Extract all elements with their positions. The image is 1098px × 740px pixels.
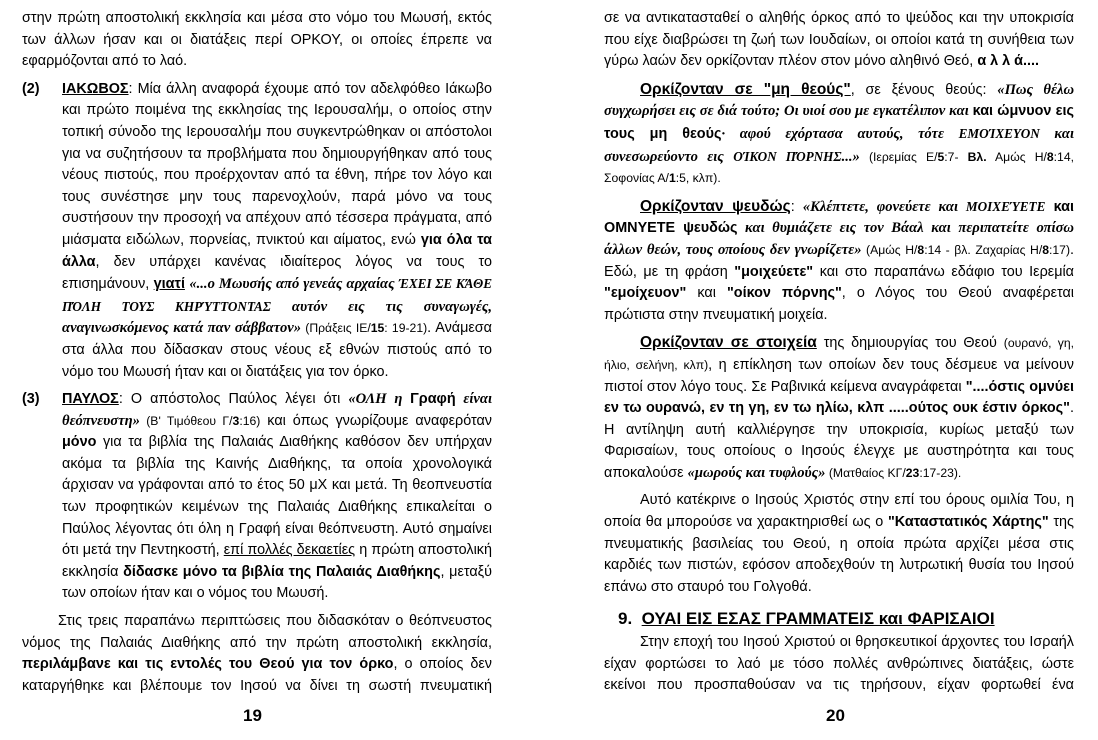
paragraph-elements: Ορκίζονταν σε στοιχεία της δημιουργίας του Θεού (ουρανό, γη, ήλιο, σελήνη, κλπ), η επίκληση των οποίων δεν τους δέσμευε να μείνουν πιστοί στον λόγο τους. Σε Ραβινικά κείμενα αναγράφεται "....όστις ομνύει εν τω ουρανώ, εν τη γη, εν τω ηλίω, κλπ .....ούτος ουκ έστιν όρκος". Η αντίληψη αυτή καλλιέργησε την υποκρισία, κυρίως μεταξύ των Φαρισαίων, τους οποίους ο Ιησούς έλεγχε με αυστηρότητα και τους αποκαλούσε «μωρούς και τυφλούς» (Ματθαίος ΚΓ/23:17-23). xyxy=(604,334,1074,481)
quote: «...ο Μωυσής από γενεάς αρχαίας xyxy=(189,276,399,293)
paragraph-conclusion: Στις τρεις παραπάνω περιπτώσεις που διδασκόταν ο θεόπνευστος νόμος της Παλαιάς Διαθήκης από την πρώτη αποστολική εκκλησία, περιλάμβανε και τις εντολές του Θεού για τον όρκο, ο οποίος δεν καταργήθηκε και βλέπουμε τον Ιησού να δίνει τη σωστή πνευματική xyxy=(22,613,492,694)
right-page xyxy=(604,8,1074,698)
page-number-right: 20 xyxy=(826,706,845,725)
paragraph-charter: Αυτό κατέκρινε ο Ιησούς Χριστός στην επί του όρους ομιλία Του, η οποία θα μπορούσε να χαρακτηρισθεί ως ο "Καταστατικός Χάρτης" της πνευματικής βασιλείας του Θεού, η οποία πρώτα αρχίζει μέσα στις καρδιές των πιστών, εφόσον αποδεχθούν τη λυτρωτική θυσία του Ιησού επάνω στο σταυρό του Γολγοθά. xyxy=(604,492,1074,595)
reference: (Πράξεις ΙΕ/ xyxy=(301,321,371,336)
paragraph-section-9: Στην εποχή του Ιησού Χριστού οι θρησκευτικοί άρχοντες του Ισραήλ είχαν φορτώσει το λαό με τόσο πολλές ανθρώπινες διατάξεις, ώστε εκείνοι που προσπαθούσαν να τις τηρήσουν, είχαν φορτωθεί ένα xyxy=(604,634,1074,694)
paragraph-continuation: σε να αντικατασταθεί ο αληθής όρκος από το ψεύδος και την υποκρισία που είχε διαβρώσει τη ζωή των Ιουδαίων, οι οποίοι κατά τη συνήθεια των γύρω λαών δεν ορκίζονταν πλέον στον μόνο αληθινό Θεό, α λ λ ά.... xyxy=(604,10,1074,70)
paragraph-false-oaths: Ορκίζονταν ψευδώς: «Κλέπτετε, φονεύετε και ΜΟΙΧΕΎΕΤΕ και ΟΜΝΥΕΤΕ ψευδώς και θυμιάζετε εις τον Βάαλ και περιπατείτε οπίσω άλλων θεών, τους οποίους δεν γνωρίζετε» (Αμώς Η/8:14 - βλ. Ζαχαρίας Η/8:17). Εδώ, με τη φράση "μοιχεύετε" και στο παραπάνω εδάφιο του Ιερεμία "εμοίχευον" και "οίκον πόρνης", ο Λόγος του Θεού αναφέρεται πρώτιστα στην πνευματική μοιχεία. xyxy=(604,197,1074,323)
subheading: Ορκίζονταν ψευδώς xyxy=(640,197,791,215)
quote: «Κλέπτετε, φονεύετε και xyxy=(802,198,966,215)
paragraph-intro: στην πρώτη αποστολική εκκλησία και μέσα στο νόμο του Μωυσή, εκτός των άλλων ήσαν και οι διατάξεις περί ΟΡΚΟΥ, οι οποίες έπρεπε να εφαρμόζονται από το λαό. xyxy=(22,10,492,70)
subheading: Ορκίζονταν σε στοιχεία xyxy=(640,334,817,352)
section-heading: ΠΑΥΛΟΣ xyxy=(62,391,119,408)
quote: «ΟΛΗ η xyxy=(348,391,411,408)
quote: «Πως θέλω συγχωρήσει εις σε διά τούτο; Οι υιοί σου με εγκατέλιπον και xyxy=(604,81,1074,120)
subheading: Ορκίζονταν σε "μη θεούς" xyxy=(640,80,851,98)
quote: «μωρούς και τυφλούς» xyxy=(687,464,826,481)
quote-caps: ΈΧΕΙ ΣΕ ΚΆΘΕ ΠΌΛΗ ΤΟΥΣ ΚΗΡΎΤΤΟΝΤΑΣ xyxy=(62,276,492,314)
left-page xyxy=(22,8,492,698)
section-9-heading xyxy=(604,608,1074,630)
section-title: ΟΥΑΙ ΕΙΣ ΕΣΑΣ ΓΡΑΜΜΑΤΕΙΣ και ΦΑΡΙΣΑΙΟΙ xyxy=(641,609,995,629)
page-number-left: 19 xyxy=(243,706,262,725)
reference: (Ματθαίος ΚΓ/ xyxy=(825,465,906,480)
section-heading: ΙΑΚΩΒΟΣ xyxy=(62,80,129,97)
reference: (Β' Τιμόθεου Γ/ xyxy=(139,413,233,428)
section-number: (2) xyxy=(22,80,40,97)
section-iakovos: (2) ΙΑΚΩΒΟΣ: Μία άλλη αναφορά έχουμε από τον αδελφόθεο Ιάκωβο και πρώτο ποιμένα της εκκλησίας της Ιερουσαλήμ, ο οποίος στην τοπική σύνοδο της Ιερουσαλήμ που συγκεντρώθηκαν οι απόστολοι για να συζητήσουν τα προβλήματα που δημιουργήθηκαν από τους νέους πιστούς, που προέρχονταν από τα έθνη, πήρε τον λόγο και τους συνέστησε μην τους παρενοχλούν, παρά μόνο να τους συστήσουν την προσοχή να απέχουν από τέσσερα πράγματα, από μιάσματα ειδώλων, πορνείας, πνικτού και αίματος, ενώ για όλα τα άλλα, δεν υπάρχει κανένας ιδιαίτερος λόγος να τους το επισημάνουν, γιατί «...ο Μωυσής από γενεάς αρχαίας ΈΧΕΙ ΣΕ ΚΆΘΕ ΠΌΛΗ ΤΟΥΣ ΚΗΡΎΤΤΟΝΤΑΣ αυτόν εις τις συναγωγές, αναγινωσκόμενος κατά παν σάββατον» (Πράξεις ΙΕ/15: 19-21). Ανάμεσα στα άλλα που δίδασκαν στους νέους εξ εθνών πιστούς από το νόμο του Μωυσή ήταν και οι διατάξεις για τον όρκο. xyxy=(22,80,492,380)
section-number: (3) xyxy=(22,391,40,408)
section-pavlos: (3) ΠΑΥΛΟΣ: Ο απόστολος Παύλος λέγει ότι «ΟΛΗ η Γραφή είναι θεόπνευστη» (Β' Τιμόθεου Γ/3:16) και όπως γνωρίζουμε αναφερόταν μόνο για τα βιβλία της Παλαιάς Διαθήκης καθόσον δεν υπήρχαν ακόμα τα βιβλία της Καινής Διαθήκης, τα οποία χρονολογικά άρχισαν να γράφονται από το έτος 50 μΧ και μετά. Τη θεοπνευστία των προφητικών κειμένων της Παλαιάς Διαθήκης επικαλείται ο Παύλος λέγοντας ότι όλη η Γραφή είναι θεόπνευστη. Αυτό σημαίνει ότι μετά την Πεντηκοστή, επί πολλές δεκαετίες η πρώτη αποστολική εκκλησία δίδασκε μόνο τα βιβλία της Παλαιάς Διαθήκης, μεταξύ των οποίων ήταν και ο νόμος του Μωυσή. xyxy=(22,391,492,602)
paragraph-false-gods: Ορκίζονταν σε "μη θεούς", σε ξένους θεούς: «Πως θέλω συγχωρήσει εις σε διά τούτο; Οι υιοί σου με εγκατέλιπον και και ώμνυον εις τους μη θεούς· αφού εχόρτασα αυτούς, τότε ΕΜΟΊΧΕΥΟΝ και συνεσωρεύοντο εις ΟΊΚΟΝ ΠΌΡΝΗΣ...» (Ιερεμίας Ε/5:7- Βλ. Αμώς Η/8:14, Σοφονίας Α/1:5, κλπ). xyxy=(604,80,1074,186)
reference: (Ιερεμίας Ε/ xyxy=(859,149,938,164)
reference: (Αμώς Η/ xyxy=(861,242,918,257)
section-number: 9. xyxy=(618,609,633,629)
